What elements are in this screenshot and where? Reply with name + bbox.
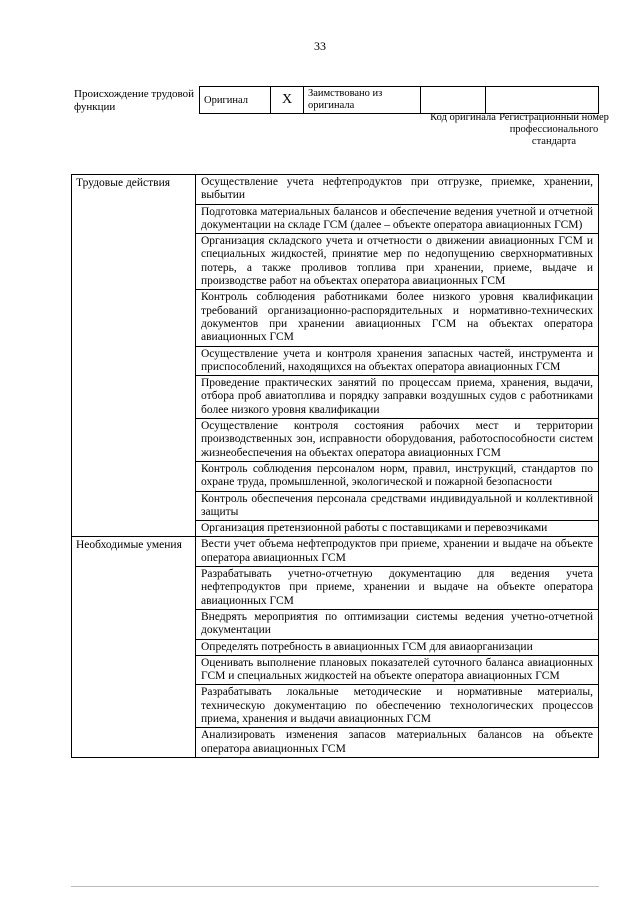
table-row xyxy=(72,537,599,567)
section-item: Разрабатывать учетно-отчетную документацию для ведения учета нефтепродуктов при приеме, хранении и выдаче на объекте оператора авиационных ГСМ xyxy=(196,567,599,610)
section-item: Организация претензионной работы с поставщиками и перевозчиками xyxy=(196,521,599,537)
section-item: Анализировать изменения запасов материальных балансов на объекте оператора авиационных ГСМ xyxy=(196,728,599,758)
divider xyxy=(71,886,599,887)
original-mark: X xyxy=(271,87,304,114)
section-item: Проведение практических занятий по процессам приема, хранения, выдачи, отбора проб авиатоплива и порядку заправки воздушных судов с работниками более низкого уровня квалификации xyxy=(196,376,599,419)
section-item: Контроль соблюдения персоналом норм, правил, инструкций, стандартов по охране труда, промышленной, экологической и пожарной безопасности xyxy=(196,461,599,491)
section-item: Контроль обеспечения персонала средствами индивидуальной и коллективной защиты xyxy=(196,491,599,521)
reg-number-cell xyxy=(486,87,599,114)
section-label: Необходимые умения xyxy=(72,537,196,757)
code-label: Код оригинала xyxy=(430,112,496,123)
page-number: 33 xyxy=(314,39,326,53)
borrowed-cell: Заимствовано из оригинала xyxy=(304,87,421,114)
section-item: Разрабатывать локальные методические и нормативные материалы, техническую документацию по обеспечению технологических процессов приема, хранения и выдачи авиационных ГСМ xyxy=(196,685,599,728)
function-table xyxy=(71,174,599,758)
section-item: Определять потребность в авиационных ГСМ для авиаорганизации xyxy=(196,639,599,655)
original-cell: Оригинал xyxy=(200,87,271,114)
section-item: Подготовка материальных балансов и обеспечение ведения учетной и отчетной документации на складе ГСМ (далее – объекте оператора авиационных ГСМ) xyxy=(196,204,599,234)
section-item: Вести учет объема нефтепродуктов при приеме, хранении и выдаче на объекте оператора авиационных ГСМ xyxy=(196,537,599,567)
code-cell xyxy=(421,87,486,114)
origin-label: Происхождение трудовой функции xyxy=(74,88,195,113)
section-item: Оценивать выполнение плановых показателей суточного баланса авиационных ГСМ и специальных жидкостей на объекте оператора авиационных ГСМ xyxy=(196,655,599,685)
section-item: Контроль соблюдения работниками более низкого уровня квалификации требований организационно-распорядительных и нормативно-технических документов при хранении авиационных ГСМ на объектах оператора авиационных ГСМ xyxy=(196,290,599,346)
section-item: Организация складского учета и отчетности о движении авиационных ГСМ и специальных жидкостей, принятие мер по недопущению сверхнормативных потерь, а также проливов топлива при хранении, приеме, выдаче и производстве работ на объектах оператора авиационных ГСМ xyxy=(196,234,599,290)
table-row xyxy=(72,175,599,205)
section-item: Осуществление контроля состояния рабочих мест и территории производственных зон, исправности оборудования, работоспособности систем жизнеобеспечения на объектах оператора авиационных ГСМ xyxy=(196,419,599,462)
section-item: Осуществление учета и контроля хранения запасных частей, инструмента и приспособлений, находящихся на объектах оператора авиационных ГСМ xyxy=(196,346,599,376)
origin-table xyxy=(199,86,599,114)
reg-label: Регистрационный номер профессионального стандарта xyxy=(499,112,609,147)
section-item: Внедрять мероприятия по оптимизации системы ведения учетно-отчетной документации xyxy=(196,609,599,639)
section-label: Трудовые действия xyxy=(72,175,196,537)
section-item: Осуществление учета нефтепродуктов при отгрузке, приемке, хранении, выбытии xyxy=(196,175,599,205)
